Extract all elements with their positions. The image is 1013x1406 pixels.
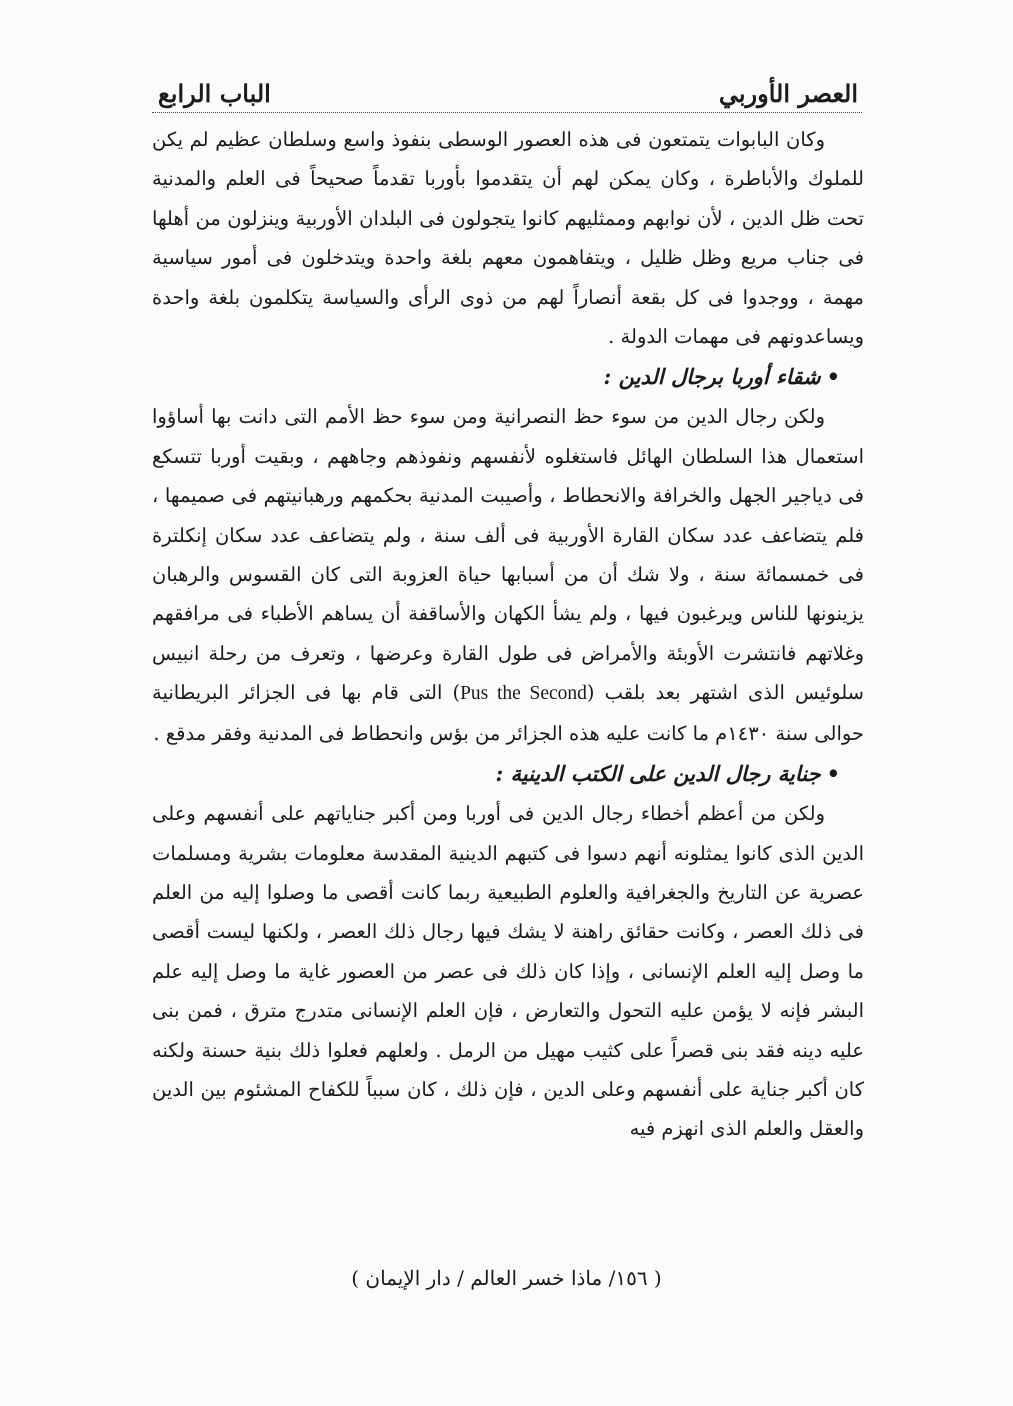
paragraph-clergy-abuse-text: ولكن رجال الدين من سوء حظ النصرانية ومن سوء حظ الأمم التى دانت بها أساؤوا استعمال هذا السلطان الهائل فاستغلوه لأنفسهم ونفوذهم وجاههم ، وبقيت أوربا تتسكع فى دياجير الجهل والخرافة والانحطاط ، وأصيبت المدنية بحكمهم ورهبانيتهم فى صميمها ، فلم يتضاعف عدد سكان القارة الأوربية فى ألف سنة ، ولم يتضاعف عدد سكان إنكلترة فى خمسمائة سنة ، ولا شك أن من أسبابها حياة العزوبة التى كان القسوس والرهبان يزينونها للناس ويرغبون فيها ، ولم يشأ الكهان والأساقفة أن يساهم الأطباء فى مرافقهم وغلاتهم فانتشرت الأوبئة والأمراض فى طول القارة وعرضها ، وتعرف من رحلة انبيس سلوئيس الذى اشتهر بعد بلقب ( [152, 405, 864, 705]
running-header [158, 68, 858, 108]
section-heading-clergy-crime-text: جناية رجال الدين على الكتب الدينية : [495, 761, 821, 787]
page-footer: ( ١٥٦/ ماذا خسر العالم / دار الإيمان ) [351, 1266, 662, 1290]
header-chapter: الباب الرابع [158, 79, 271, 108]
paragraph-clergy-abuse [152, 397, 864, 753]
paragraph-clergy-abuse-text-end: ) التى قام بها فى الجزائر البريطانية حوالى سنة ١٤٣٠م ما كانت عليه هذه الجزائر من بؤس وانحطاط فى المدنية وفقر مدقع . [152, 681, 864, 745]
section-heading-europe-misery [152, 357, 864, 397]
header-rule [152, 112, 862, 113]
page-body [152, 120, 864, 1149]
bullet-icon: • [826, 364, 840, 390]
section-heading-clergy-crime [152, 754, 864, 794]
section-heading-europe-misery-text: شقاء أوربا برجال الدين : [603, 364, 821, 390]
bullet-icon: • [826, 761, 840, 787]
latin-title-pius: Pus the Second [460, 683, 587, 705]
paragraph-papacy-influence: وكان البابوات يتمتعون فى هذه العصور الوسطى بنفوذ واسع وسلطان عظيم لم يكن للملوك والأباطرة ، وكان يمكن لهم أن يتقدموا بأوربا تقدماً صحيحاً فى العلم والمدنية تحت ظل الدين ، لأن نوابهم وممثليهم كانوا يتجولون فى البلدان الأوربية وينزلون من أهلها فى جناب مريع وظل ظليل ، ويتفاهمون معهم بلغة واحدة ويتدخلون فى أمور سياسية مهمة ، ووجدوا فى كل بقعة أنصاراً لهم من ذوى الرأى والسياسة يتكلمون بلغة واحدة ويساعدونهم فى مهمات الدولة . [152, 128, 864, 349]
header-era: العصر الأوربي [718, 79, 858, 108]
paragraph-religious-books: ولكن من أعظم أخطاء رجال الدين فى أوربا ومن أكبر جناياتهم على أنفسهم وعلى الدين الذى كانوا يمثلونه أنهم دسوا فى كتبهم الدينية المقدسة معلومات بشرية ومسلمات عصرية عن التاريخ والجغرافية والعلوم الطبيعية ربما كانت أقصى ما وصلوا إليه من العلم فى ذلك العصر ، وكانت حقائق راهنة لا يشك فيها رجال ذلك العصر ، ولكنها ليست أقصى ما وصل إليه العلم الإنسانى ، وإذا كان ذلك فى عصر من العصور غاية ما وصل إليه علم البشر فإنه لا يؤمن عليه التحول والتعارض ، فإن العلم الإنسانى متدرج مترق ، فمن بنى عليه دينه فقد بنى قصراً على كثيب مهيل من الرمل . ولعلهم فعلوا ذلك بنية حسنة ولكنه كان أكبر جناية على أنفسهم وعلى الدين ، فإن ذلك ، كان سبباً للكفاح المشئوم بين الدين والعقل والعلم الذى انهزم فيه [152, 802, 864, 1141]
